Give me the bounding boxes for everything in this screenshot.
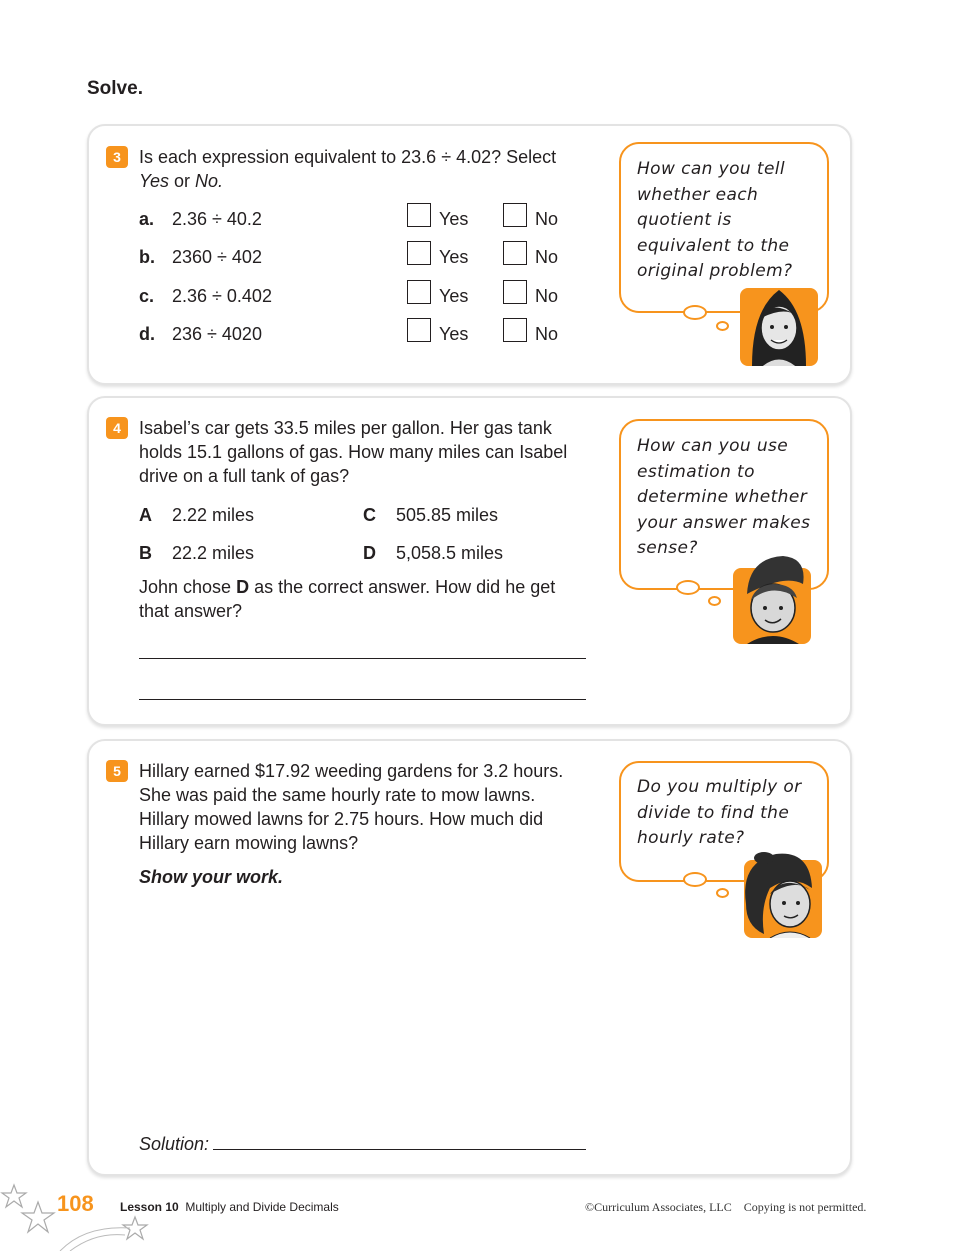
followup-bold: D	[236, 577, 250, 597]
followup-post: as the correct answer. How did he get	[249, 577, 556, 597]
problem-3-question	[139, 145, 599, 193]
problem-4-followup	[139, 575, 599, 623]
option-b-expression: 2360 ÷ 402	[172, 247, 262, 267]
hint-bubble-5-text	[637, 775, 802, 852]
page-heading: Solve.	[87, 78, 143, 99]
hint-4-line-3: determine whether	[637, 487, 808, 507]
hint-3-line-3: quotient is	[637, 210, 732, 230]
lesson-label: Lesson 10	[120, 1200, 179, 1214]
option-a-yes-label: Yes	[439, 209, 469, 229]
problem-5-question	[139, 759, 599, 855]
copyright-notice	[585, 1200, 866, 1215]
hint-5-line-1: Do you multiply or	[637, 777, 802, 797]
problem-4-line-2: holds 15.1 gallons of gas. How many miles can Isabel	[139, 442, 568, 462]
answer-line-2[interactable]	[139, 699, 586, 700]
followup-line-2: that answer?	[139, 601, 243, 621]
hint-bubble-4-text	[637, 434, 810, 562]
option-c-no-label: No	[535, 286, 559, 306]
problem-4-line-1: Isabel’s car gets 33.5 miles per gallon. Her gas tank	[139, 418, 552, 438]
problem-4-number: 4	[106, 417, 128, 439]
option-c-yes-label: Yes	[439, 286, 469, 306]
option-a-no-checkbox[interactable]	[503, 203, 527, 227]
problem-3-question-no: No.	[195, 171, 224, 191]
problem-4-line-3: drive on a full tank of gas?	[139, 466, 350, 486]
problem-5-line-3: Hillary mowed lawns for 2.75 hours. How much did	[139, 809, 544, 829]
option-c-yes-checkbox[interactable]	[407, 280, 431, 304]
option-d-yes-checkbox[interactable]	[407, 318, 431, 342]
choice-a-letter: A	[139, 505, 152, 525]
problem-3-question-or: or	[169, 171, 196, 191]
hint-3-line-4: equivalent to the	[637, 235, 790, 256]
choice-a-text[interactable]: 2.22 miles	[172, 505, 255, 525]
option-a-yes-checkbox[interactable]	[407, 203, 431, 227]
page-number: 108	[57, 1191, 94, 1216]
problem-3-number: 3	[106, 146, 128, 168]
problem-4-question	[139, 416, 599, 488]
option-c-expression: 2.36 ÷ 0.402	[172, 286, 272, 306]
student-avatar-girl-ponytail-icon	[740, 848, 822, 938]
problem-3-question-yes: Yes	[139, 171, 170, 191]
choice-c-letter: C	[363, 505, 376, 525]
choice-b-letter: B	[139, 543, 152, 563]
hint-4-line-4: your answer makes	[637, 512, 811, 533]
option-c-no-checkbox[interactable]	[503, 280, 527, 304]
hint-3-line-2: whether each	[637, 184, 759, 205]
option-a-expression: 2.36 ÷ 40.2	[172, 209, 262, 229]
hint-bubble-5-tail-small	[716, 888, 729, 898]
option-c-label: c.	[139, 286, 155, 306]
hint-3-line-1: How can you tell	[637, 159, 786, 179]
copyright: ©Curriculum Associates, LLC	[585, 1200, 732, 1214]
hint-3-line-5: original problem?	[637, 261, 793, 281]
choice-c-text[interactable]: 505.85 miles	[396, 505, 499, 525]
option-b-yes-checkbox[interactable]	[407, 241, 431, 265]
problem-5-line-4: Hillary earn mowing lawns?	[139, 833, 359, 853]
option-d-yes-label: Yes	[439, 324, 469, 344]
followup-pre: John chose	[139, 577, 237, 597]
show-work-label: Show your work.	[139, 867, 284, 887]
option-a-no-label: No	[535, 209, 559, 229]
hint-bubble-3-tail-small	[716, 321, 729, 331]
choice-b-text[interactable]: 22.2 miles	[172, 543, 255, 563]
option-b-no-checkbox[interactable]	[503, 241, 527, 265]
hint-bubble-3-text	[637, 157, 792, 285]
hint-4-line-1: How can you use	[637, 436, 789, 456]
choice-d-letter: D	[363, 543, 376, 563]
hint-5-line-3: hourly rate?	[637, 828, 745, 848]
student-avatar-boy-icon	[733, 554, 811, 644]
option-d-no-checkbox[interactable]	[503, 318, 527, 342]
problem-3-question-line1: Is each expression equivalent to 23.6 ÷ 4.02? Select	[139, 147, 557, 167]
hint-5-line-2: divide to find the	[637, 802, 790, 823]
option-b-yes-label: Yes	[439, 247, 469, 267]
option-b-label: b.	[139, 247, 155, 267]
student-avatar-girl-icon	[740, 280, 818, 366]
option-b-no-label: No	[535, 247, 559, 267]
copy-notice: Copying is not permitted.	[743, 1200, 867, 1214]
hint-bubble-5-tail-large	[683, 872, 707, 887]
hint-bubble-4-tail-large	[676, 580, 700, 595]
lesson-title	[120, 1200, 339, 1214]
option-d-expression: 236 ÷ 4020	[172, 324, 262, 344]
option-d-no-label: No	[535, 324, 559, 344]
option-a-label: a.	[139, 209, 155, 229]
hint-bubble-3-tail-large	[683, 305, 707, 320]
problem-5-line-2: She was paid the same hourly rate to mow lawns.	[139, 785, 536, 805]
answer-line-1[interactable]	[139, 658, 586, 659]
lesson-name: Multiply and Divide Decimals	[185, 1200, 339, 1214]
problem-5-number: 5	[106, 760, 128, 782]
choice-d-text[interactable]: 5,058.5 miles	[396, 543, 504, 563]
hint-4-line-2: estimation to	[637, 461, 755, 482]
solution-label: Solution:	[139, 1134, 210, 1154]
option-d-label: d.	[139, 324, 155, 344]
problem-5-line-1: Hillary earned $17.92 weeding gardens for 3.2 hours.	[139, 761, 564, 781]
hint-bubble-4-tail-small	[708, 596, 721, 606]
hint-4-line-5: sense?	[637, 538, 698, 558]
solution-answer-line[interactable]	[213, 1149, 586, 1150]
